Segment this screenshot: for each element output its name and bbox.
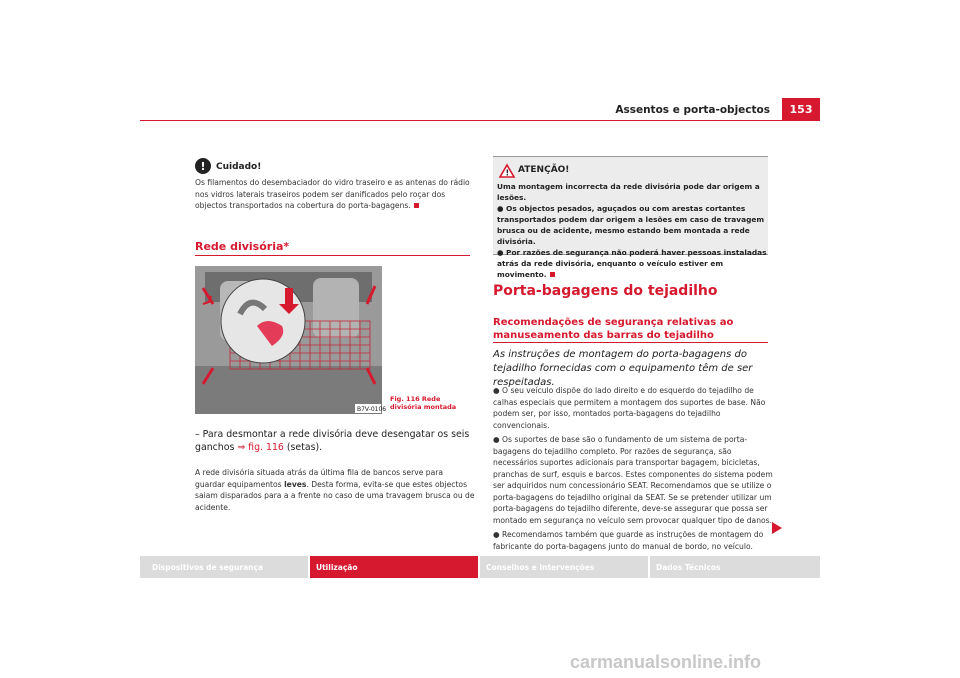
section-heading-porta: Porta-bagagens do tejadilho [493, 283, 718, 299]
warning-line-1: Uma montagem incorrecta da rede divisória pode dar origem a lesões. [497, 182, 760, 202]
watermark: carmanualsonline.info [570, 652, 762, 672]
end-mark-icon [414, 203, 419, 208]
warning-triangle-icon [499, 163, 515, 182]
section-divider [195, 255, 470, 256]
warning-bullet-2-text: Por razões de segurança não poderá haver pessoas instaladas atrás da rede divisória, enquanto o veículo estiver em movimento. [497, 248, 767, 279]
warning-bullet-2: ● Por razões de segurança não poderá haver pessoas instaladas atrás da rede divisória, enquanto o veículo estiver em movimento. [497, 248, 767, 279]
figure-code: B7V-0106 [357, 406, 387, 413]
footer-tab-dados[interactable]: Dados Técnicos [650, 556, 820, 578]
warning-bullet-1-text: Os objectos pesados, aguçados ou com arestas cortantes transportados podem dar origem a lesões em caso de travagem brusca ou de acidente, mesmo estando bem montada a rede divisória. [497, 204, 765, 246]
warning-title: ATENÇÃO! [518, 165, 570, 175]
rede-body-pre: A rede divisória situada atrás da última fila de bancos serve para guardar equipamentos [195, 468, 444, 489]
cargo-net-illustration [195, 266, 387, 414]
figure-116 [195, 266, 387, 414]
figure-caption: Fig. 116 Rede divisória montada [390, 395, 457, 411]
porta-bullets [493, 385, 773, 555]
section-heading-rede: Rede divisória* [195, 240, 290, 253]
list-item: ● Os suportes de base são o fundamento de um sistema de porta-bagagens do tejadilho completo. Por razões de segurança, são necessários suportes adicionais para transportar bagagem, bicicletas, pranchas de surf, esquis e barcos. Estes componentes do sistema podem ser adquiridos num concessionário SEAT. Recomendamos que se utilize o porta-bagagens do tejadilho original da SEAT. Se se pretender utilizar um porta-bagagens do tejadilho diferente, deve-se assegurar que possa ser montado em segurança no veículo sem provocar qualquer tipo de danos. [493, 435, 773, 525]
rede-body-post: . Desta forma, evita-se que estes objectos saiam disparados para a a frente no caso de uma travagem brusca ou de acidente. [195, 479, 475, 512]
footer-tab-conselhos[interactable]: Conselhos e Intervenções [480, 556, 648, 578]
subheading-divider [493, 342, 768, 343]
warning-text [497, 181, 767, 280]
caution-text [195, 177, 470, 212]
porta-bullet-1-text: O seu veículo dispõe do lado direito e do esquerdo do tejadilho de calhas especiais que permitem a montagem dos suportes de base. Não podem ser, por isso, montados porta-bagagens do tejadilho convencionais. [493, 386, 766, 430]
page-header-title: Assentos e porta-objectos [615, 104, 770, 116]
porta-intro: As instruções de montagem do porta-bagagens do tejadilho fornecidas com o equipamento têm de ser respeitadas. [493, 349, 753, 388]
header-divider [140, 120, 820, 121]
caution-icon: ! [195, 158, 211, 174]
caution-body: Os filamentos do desembaciador do vidro traseiro e as antenas do rádio nos vidros laterais traseiros podem ser danificados pelo roçar dos objectos transportados na cobertura do porta-bagagens. [195, 178, 470, 210]
page-number: 153 [782, 98, 820, 120]
rede-body-bold: leves [284, 479, 307, 489]
list-item: ● Recomendamos também que guarde as instruções de montagem do fabricante do porta-bagagens junto do manual de bordo, no veículo. [493, 530, 764, 551]
next-page-arrow-icon[interactable] [772, 519, 782, 538]
step-text: – Para desmontar a rede divisória deve desengatar os seis ganchos [195, 429, 470, 453]
footer-tab-utilizacao[interactable]: Utilização [310, 556, 478, 578]
svg-text:!: ! [505, 168, 510, 178]
warning-bullet-1: ● Os objectos pesados, aguçados ou com arestas cortantes transportados podem dar origem a lesões em caso de travagem brusca ou de acidente, mesmo estando bem montada a rede divisória. [497, 204, 765, 246]
caution-title: Cuidado! [216, 162, 262, 172]
subheading-porta: Recomendações de segurança relativas ao manuseamento das barras do tejadilho [493, 317, 734, 341]
figure-link[interactable]: ⇒ fig. 116 [237, 442, 284, 453]
step-suffix: (setas). [286, 442, 323, 453]
footer-tab-seguranca[interactable]: Dispositivos de segurança [140, 556, 308, 578]
porta-bullet-3-text: Recomendamos também que guarde as instruções de montagem do fabricante do porta-bagagens junto do manual de bordo, no veículo. [493, 530, 764, 551]
porta-bullet-2-text: Os suportes de base são o fundamento de um sistema de porta-bagagens do tejadilho completo. Por razões de segurança, são necessários suportes adicionais para transportar bagagem, bicicletas, pranchas de surf, esquis e barcos. Estes componentes do sistema podem ser adquiridos num concessionário SEAT. Recomendamos que se utilize o porta-bagagens do tejadilho original da SEAT. Se se pretender utilizar um porta-bagagens do tejadilho diferente, deve-se assegurar que possa ser montado em segurança no veículo sem provocar qualquer tipo de danos. [493, 435, 773, 525]
instruction-step [195, 428, 475, 454]
rede-description [195, 467, 475, 513]
end-mark-icon [550, 272, 555, 277]
list-item: ● O seu veículo dispõe do lado direito e do esquerdo do tejadilho de calhas especiais que permitem a montagem dos suportes de base. Não podem ser, por isso, montados porta-bagagens do tejadilho convencionais. [493, 386, 766, 430]
